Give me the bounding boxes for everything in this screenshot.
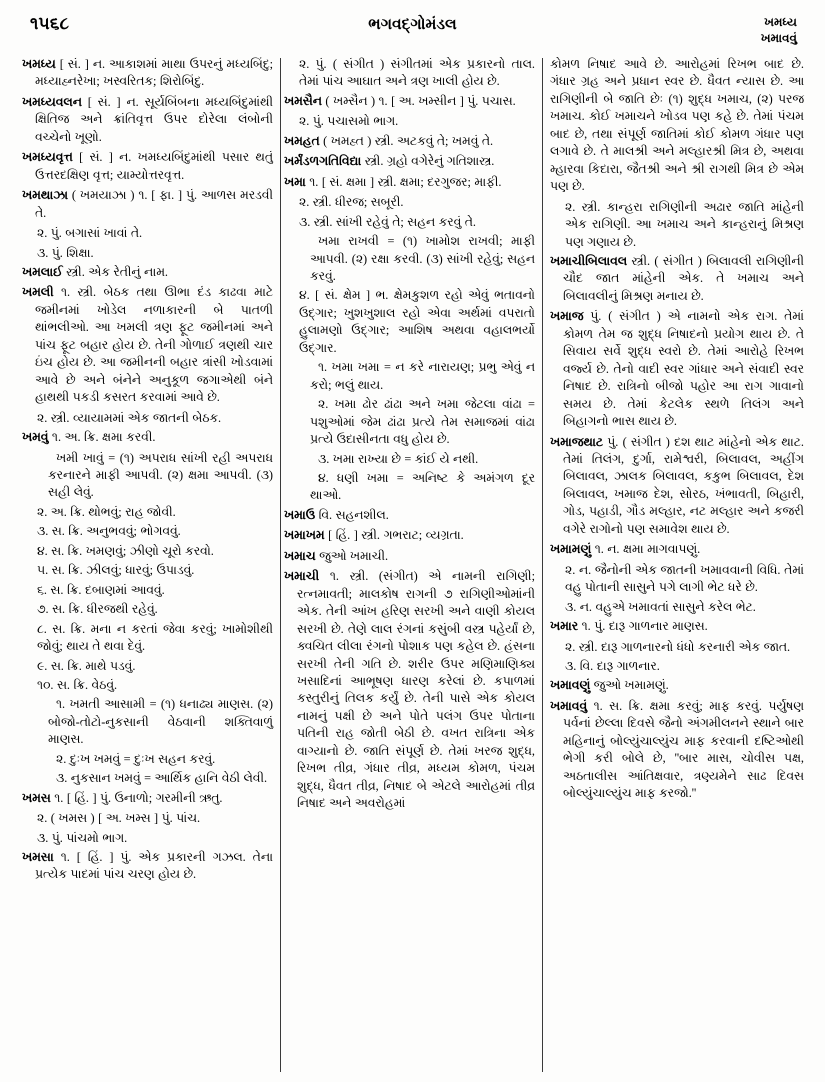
- entry-definition: [ સં. ] ન. આકાશમાં માથા ઉપરનું મધ્યબિંદુ; મધ્યાહ્નરેખા; ખસ્વરિતક; શિરોબિંદુ.: [35, 57, 273, 89]
- entry-sense: ૨. સ્ત્રી. દારૂ ગાળનારનો ધંધો કરનારી એક જાત.: [565, 639, 791, 654]
- entry-sense: ૨. ( ખમસ ) [ અ. ખમ્સ ] પું. પાંચ.: [37, 811, 201, 826]
- entry-sense: ૨. પું. બગાસાં ખાવાં તે.: [37, 226, 143, 241]
- entry-definition: પું. ( સંગીત ) એ નામનો એક રાગ. તેમાં કોમળ તેમ જ શુદ્ધ નિષાદનો પ્રયોગ થાય છે. તે સિવાય સર્વે શુદ્ધ સ્વરો છે. તેમાં આરોહે રિખભ વર્જ્ય છે. તેનો વાદી સ્વર ગાંધાર અને સંવાદી સ્વર નિષાદ છે. રાત્રિનો બીજો પહોર આ રાગ ગાવાનો સમય છે. તેમાં કેટલેક સ્થળે તિલંગ અને બિહાગનો ભાસ થાય છે.: [563, 309, 804, 429]
- entry-headword: ખમાજ: [550, 309, 584, 324]
- column-2: [284, 56, 546, 1074]
- entry-sense: ૨. પું. પચાસમો ભાગ.: [299, 114, 399, 129]
- dictionary-entry: [284, 507, 535, 524]
- column-1: [22, 56, 284, 1074]
- dictionary-entry: [550, 253, 804, 305]
- entry-headword: ખમાચીબિલાવલ: [550, 253, 628, 268]
- page-number: ૧૫૬૮: [30, 14, 70, 33]
- dictionary-entry: [550, 434, 804, 539]
- entry-sense: ૩. પું. શિક્ષા.: [37, 245, 94, 260]
- entry-subsense: ૧. ખમા ખમા = ન કરે નારાયણ; પ્રભુ એવું ન કરો; ભલું થાય.: [310, 360, 535, 392]
- entry-definition: જુઓ ખમામણું.: [590, 678, 669, 693]
- entry-definition: ૧. અ. ક્રિ. ક્ષમા કરવી.: [48, 430, 156, 445]
- entry-sense: ૩. સ. ક્રિ. અનુભવવું; ભોગવવું.: [37, 524, 181, 539]
- dictionary-entry: [284, 568, 535, 812]
- entry-sense: ૩. સ્ત્રી. સાંખી રહેવું તે; સહન કરવું તે.: [299, 214, 477, 229]
- dictionary-entry: [550, 618, 804, 635]
- entry-sense: ૧૦. સ. ક્રિ. વેઠવું.: [37, 677, 118, 692]
- text-columns: [22, 56, 807, 1074]
- entry-headword: ખમાજથાટ: [550, 434, 604, 449]
- entry-definition: ( ખમયાઝા ) ૧. [ ફા. ] પું. આળસ મરડવી તે.: [35, 188, 273, 220]
- entry-definition: ( ખમ્સૈન ) ૧. [ અ. ખમ્સીન ] પું. પચાસ.: [321, 93, 516, 108]
- dictionary-entry: [22, 56, 273, 91]
- entry-headword: ખમાખમ: [284, 528, 325, 543]
- entry-sense: ૪. [ સં. ક્ષેમ ] ભ. ક્ષેમકુશળ રહો એવું ભતાવનો ઉદ્ગાર; ખુશખુશાલ રહો એવા અર્થમાં વપરાતો હુલામણો ઉદ્ગાર; આશિષ અથવા વહાલભર્યો ઉદ્ગાર.: [299, 288, 535, 355]
- entry-headword: ખમધ્યવલન: [22, 94, 82, 109]
- entry-subsense: ખમી ખાવું = (૧) અપરાધ સાંખી રહી અપરાધ કરનારને માફી આપવી. (૨) ક્ષમા આપવી. (૩) સહી લેવું.: [48, 450, 273, 500]
- guide-word-first: ખમધ્ય: [764, 15, 797, 29]
- dictionary-entry: [550, 541, 804, 558]
- dictionary-entry: [22, 284, 273, 406]
- entry-subsense: ૪. ધણી ખમા = અનિષ્ટ કે અમંગળ દૂર થાઓ.: [310, 470, 535, 503]
- entry-definition: ૧. પું. દારૂ ગાળનાર માણસ.: [578, 619, 708, 634]
- entry-headword: ખમલાઈ: [22, 264, 63, 279]
- entry-sense: ૩. વિ. દારૂ ગાળનાર.: [565, 658, 660, 673]
- book-title: ભગવદ્ગોમંડલ: [368, 16, 457, 33]
- entry-definition: ૧. સ. ક્રિ. ક્ષમા કરવું; માફ કરવું. પર્યુષણ પર્વનાં છેલ્લા દિવસે જૈનો અંગમીલનને સ્થાને બાર મહિનાનું બોલ્યુંચાલ્યુંચ માફ કરવાની દષ્ટિઓથી ભેગી કરી બોલે છે, ''બાર માસ, ચોવીસ પક્ષ, અઠતાલીસ આંતિક્ષવાર, ત્રણ્યમેને સાઢ દિવસ બોલ્યુંચાલ્યુંચ માફ કરજો.'': [563, 698, 804, 801]
- entry-definition: ૧. [ હિં. ] પું. એક પ્રકારની ગઝલ. તેના પ્રત્યેક પાદમાં પાંચ ચરણ હોય છે.: [35, 850, 273, 882]
- entry-headword: ખમસા: [22, 850, 54, 865]
- entry-sense: ૪. સ. ક્રિ. ખમણવું; ઝીણો ચૂરો કરવો.: [37, 543, 214, 558]
- entry-definition: સ્ત્રી. એક રેતીનું નામ.: [62, 264, 168, 279]
- entry-definition: ૧. [ સં. ક્ષમા ] સ્ત્રી. ક્ષમા; દરગુજર; માફી.: [305, 174, 502, 189]
- running-head: [0, 14, 825, 60]
- dictionary-entry: [284, 133, 535, 150]
- entry-sense: ૨. સ્ત્રી. ધીરજ; સબૂરી.: [299, 195, 404, 210]
- entry-subsense: ૨. દુઃખ ખમવું = દુઃખ સહન કરવું.: [56, 751, 216, 766]
- dictionary-entry: [22, 790, 273, 807]
- entry-headword: ખમાવણું: [550, 678, 591, 693]
- entry-definition: જુઓ ખમાચી.: [315, 548, 389, 563]
- dictionary-entry: [22, 429, 273, 446]
- entry-sense: ૨. સ્ત્રી. કાન્હરા રાગિણીની અઢાર જાતિ માંહેની એક રાગિણી. આ ખમાચ અને કાન્હરાનું મિશ્રણ પણ ગણાય છે.: [565, 199, 804, 249]
- dictionary-entry: [284, 153, 535, 170]
- entry-headword: ખમામણું: [550, 542, 592, 557]
- guide-word-last: ખમાવવું: [760, 31, 797, 46]
- entry-headword: ખમસૈન: [284, 93, 322, 108]
- entry-definition: પું. ( સંગીત ) દશ થાટ માંહેનો એક થાટ. તેમાં તિલંગ, દુર્ગા, રામેશ્વરી, બિલાવલ, અહીંગ બિલાવલ, ઝાલક બિલાવલ, કકુભ બિલાવલ, દેશ બિલાવલ, ખમાજ દેશ, સોરઠ, ખંભાવતી, બિહારી, ગોડ, પહાડી, ગૌડ મલ્હાર, નટ મલ્હાર અને કજરી વગેરે રાગોનો પણ સમાવેશ થાય છે.: [563, 434, 804, 536]
- entry-headword: ખમસ: [22, 790, 51, 805]
- entry-headword: ખમાઉ: [284, 507, 316, 522]
- entry-definition: [ સં. ] ન. ખમધ્યબિંદુમાંથી પસાર થતું ઉત્તરદક્ષિણ વૃત્ત; યામ્યોત્તરવૃત્ત.: [35, 150, 273, 182]
- entry-headword: ખમાર: [550, 619, 579, 634]
- entry-definition: સ્ત્રી. ગ્રહો વગેરેનું ગતિશાસ્ત્ર.: [361, 154, 495, 169]
- entry-subsense: ૧. ખમતી આસામી = (૧) ધનાઢ્ય માણસ. (૨) બોજો-તોટો-નુકસાની વેઠવાની શક્તિવાળું માણસ.: [48, 697, 273, 747]
- entry-headword: ખમથાઝા: [22, 188, 68, 203]
- entry-definition: ૧. ન. ક્ષમા માગવાપણું.: [591, 542, 701, 557]
- dictionary-entry: [550, 698, 804, 803]
- continued-text: કોમળ નિષાદ આવે છે. આરોહમાં રિખભ બાદ છે. ગંધાર ગ્રહ અને પ્રધાન સ્વર છે. ધૈવત ન્યાસ છે. આ રાગિણીની બે જાતિ છેઃ (૧) શુદ્ધ ખમાચ, (૨) પરજ ખમાચ. કોઈ ખમાચને ખોડવ પણ કહે છે. તેમાં પંચમ બાદ છે, તથા સંપૂર્ણ જાતિમાં કોઈ કોમળ ગંધાર પણ લગાવે છે. તે માલશ્રી અને મલ્હારશ્રી મિત્ર છે, અથવા મ્હારવા કિદારા, જૈતશ્રી અને શ્રી રાગથી મિત્ર છે એમ પણ છે.: [550, 57, 804, 194]
- guide-words: [761, 14, 797, 46]
- entry-headword: ખમવું: [22, 430, 49, 445]
- entry-headword: ખમાવવું: [550, 698, 588, 713]
- entry-sense: ૫. સ. ક્રિ. ઝીલવું; ધારવું; ઉપાડવું.: [37, 563, 195, 578]
- entry-headword: ખમાચી: [284, 569, 320, 584]
- entry-subsense: ૨. ખમા ઢોર ઢાંઢા અને ખમા જેટલા વાંઢા = પશુઓમાં જેમ ઢાંઢા પ્રત્યે તેમ સમાજમાં વાંઢા પ્રત્યે ઉદાસીનતા વધુ હોય છે.: [310, 397, 535, 447]
- entry-subsense: ૩. ખમા રાખ્યા છે = કાંઈ યે નથી.: [318, 451, 479, 466]
- entry-sense: ૬. સ. ક્રિ. દબાણમાં આવવું.: [37, 582, 165, 597]
- entry-sense: ૭. સ. ક્રિ. ધીરજથી રહેવું.: [37, 602, 158, 617]
- column-3: [546, 56, 804, 1074]
- dictionary-entry: [284, 93, 535, 110]
- entry-sense: ૩. પું. પાંચમો ભાગ.: [37, 830, 128, 845]
- dictionary-entry: [22, 94, 273, 146]
- entry-sense: ૩. ન. વહુએ ખમાવતાં સાસુને કરેલ ભેટ.: [565, 599, 756, 614]
- entry-sense: ૨. પું. ( સંગીત ) સંગીતમાં એક પ્રકારનો તાલ. તેમાં પાંચ આઘાત અને ત્રણ ખાલી હોય છે.: [299, 57, 535, 89]
- entry-headword: ખમલી: [22, 285, 54, 300]
- entry-sense: ૨. અ. ક્રિ. થોભવું; રાહ જોવી.: [37, 504, 176, 519]
- entry-headword: ખમધ્યવૃત્ત: [22, 150, 73, 165]
- entry-definition: ( ખમહ્ત ) સ્ત્રી. અટકવું તે; ખમવું તે.: [319, 133, 494, 148]
- dictionary-entry: [284, 527, 535, 544]
- dictionary-entry: [284, 548, 535, 565]
- entry-sense: ૯. સ. ક્રિ. માથે પડવું.: [37, 658, 136, 673]
- entry-headword: ખર્મંડળગતિવિદ્યા: [284, 154, 362, 169]
- entry-sense: ૨. ન. જૈનોની એક જાતની ખમાવવાની વિધિ. તેમાં વહુ પોતાની સાસુને પગે લાગી ભેટ ધરે છે.: [565, 562, 804, 595]
- entry-definition: વિ. સહનશીલ.: [315, 507, 389, 522]
- dictionary-entry: [550, 308, 804, 430]
- entry-definition: ૧. [ હિં. ] પું. ઉનાળો; ગરમીની ઋતુ.: [50, 790, 223, 805]
- entry-headword: ખમા: [284, 174, 306, 189]
- entry-sense: ૮. સ. ક્રિ. મના ન કરતાં જેવા કરવું; ખામોશીથી જોવું; થાય તે થવા દેવું.: [37, 621, 273, 654]
- dictionary-entry: [22, 149, 273, 184]
- dictionary-entry: [550, 677, 804, 694]
- entry-definition: ૧. સ્ત્રી. બેઠક તથા ઊભા દંડ કાઢવા માટે જમીનમાં ખોડેલ નળાકારની બે પાતળી થાંભલીઓ. આ ખમલી ત્રણ ફૂટ જમીનમાં અને પાંચ ફૂટ બહાર હોય છે. તેની ગોળાઈ ત્રણથી ચાર ઇંચ હોય છે. આ જમીનની બહાર ત્રાંસી ખોડવામાં આવે છે અને બંનેને અનુકૂળ જગાએથી બંને હાથથી પકડી કસરત કરવામાં આવે છે.: [35, 285, 273, 405]
- entry-definition: સ્ત્રી. ( સંગીત ) બિલાવલી રાગિણીની ચૌદ જાત માંહેની એક. તે ખમાચ અને બિલાવલીનું મિશ્રણ મનાય છે.: [563, 253, 804, 303]
- entry-subsense: ખમા રાખવી = (૧) ખામોશ રાખવી; માફી આપવી. (૨) રક્ષા કરવી. (૩) સાંખી રહેવું; સહન કરવું.: [310, 234, 535, 283]
- dictionary-entry: [22, 849, 273, 884]
- entry-definition: [ હિં. ] સ્ત્રી. ગભરાટ; વ્યગ્રતા.: [324, 528, 464, 543]
- dictionary-entry: [22, 187, 273, 222]
- entry-subsense: ૩. નુકસાન ખમવું = આર્થિક હાનિ વેઠી લેવી.: [56, 771, 268, 786]
- entry-definition: ૧. સ્ત્રી. (સંગીત) એ નામની રાગિણી; રત્નમાવતી; માલકોષ રાગની ૭ રાગિણીઓમાંની એક. તેની આંખ હરિણ સરખી અને વાણી કોયલ સરખી છે. તેણે લાલ રંગનાં કસુંબી વસ્ત્ર પહેર્યાં છે, ક્વચિત લીલા રંગનો પોશાક પણ કહેલ છે. હંસના સરખી તેની ગતિ છે. શરીર ઉપર મણિમાણિક્ય ખસાદિનાં આભૂષણ ધારણ કરેલાં છે. કપાળમાં કસ્તુરીનું તિલક કર્યું છે. તેની પાસે એક કોયલ નામનું પક્ષી છે અને પોતે પલંગ ઉપર પોતાના પતિની રાહ જોતી બેઠી છે. વખત રાત્રિના એક વાગ્યાનો છે. જાતિ સંપૂર્ણ છે. તેમાં ખરજ શુદ્ધ, રિખભ તીવ્ર, ગંધાર તીવ્ર, મધ્યમ કોમળ, પંચમ શુદ્ધ, ધૈવત તીવ્ર, નિષાદ બે એટલે આરોહમાં તીવ્ર નિષાદ અને અવરોહમાં: [297, 569, 535, 811]
- entry-headword: ખમહત: [284, 133, 320, 148]
- dictionary-entry: [284, 174, 535, 191]
- entry-headword: ખમાચ: [284, 548, 316, 563]
- entry-headword: ખમધ્ય: [22, 57, 56, 71]
- entry-sense: ૨. સ્ત્રી. વ્યાયામમાં એક જાતની બેઠક.: [37, 410, 222, 425]
- entry-definition: [ સં. ] ન. સૂર્યબિંબના મધ્યબિંદુમાંથી ક્ષિતિજ અને ક્રાંતિવૃત્ત ઉપર દોરેલા લંબોની વચ્ચેનો ખૂણો.: [35, 94, 273, 144]
- dictionary-entry: [22, 264, 273, 281]
